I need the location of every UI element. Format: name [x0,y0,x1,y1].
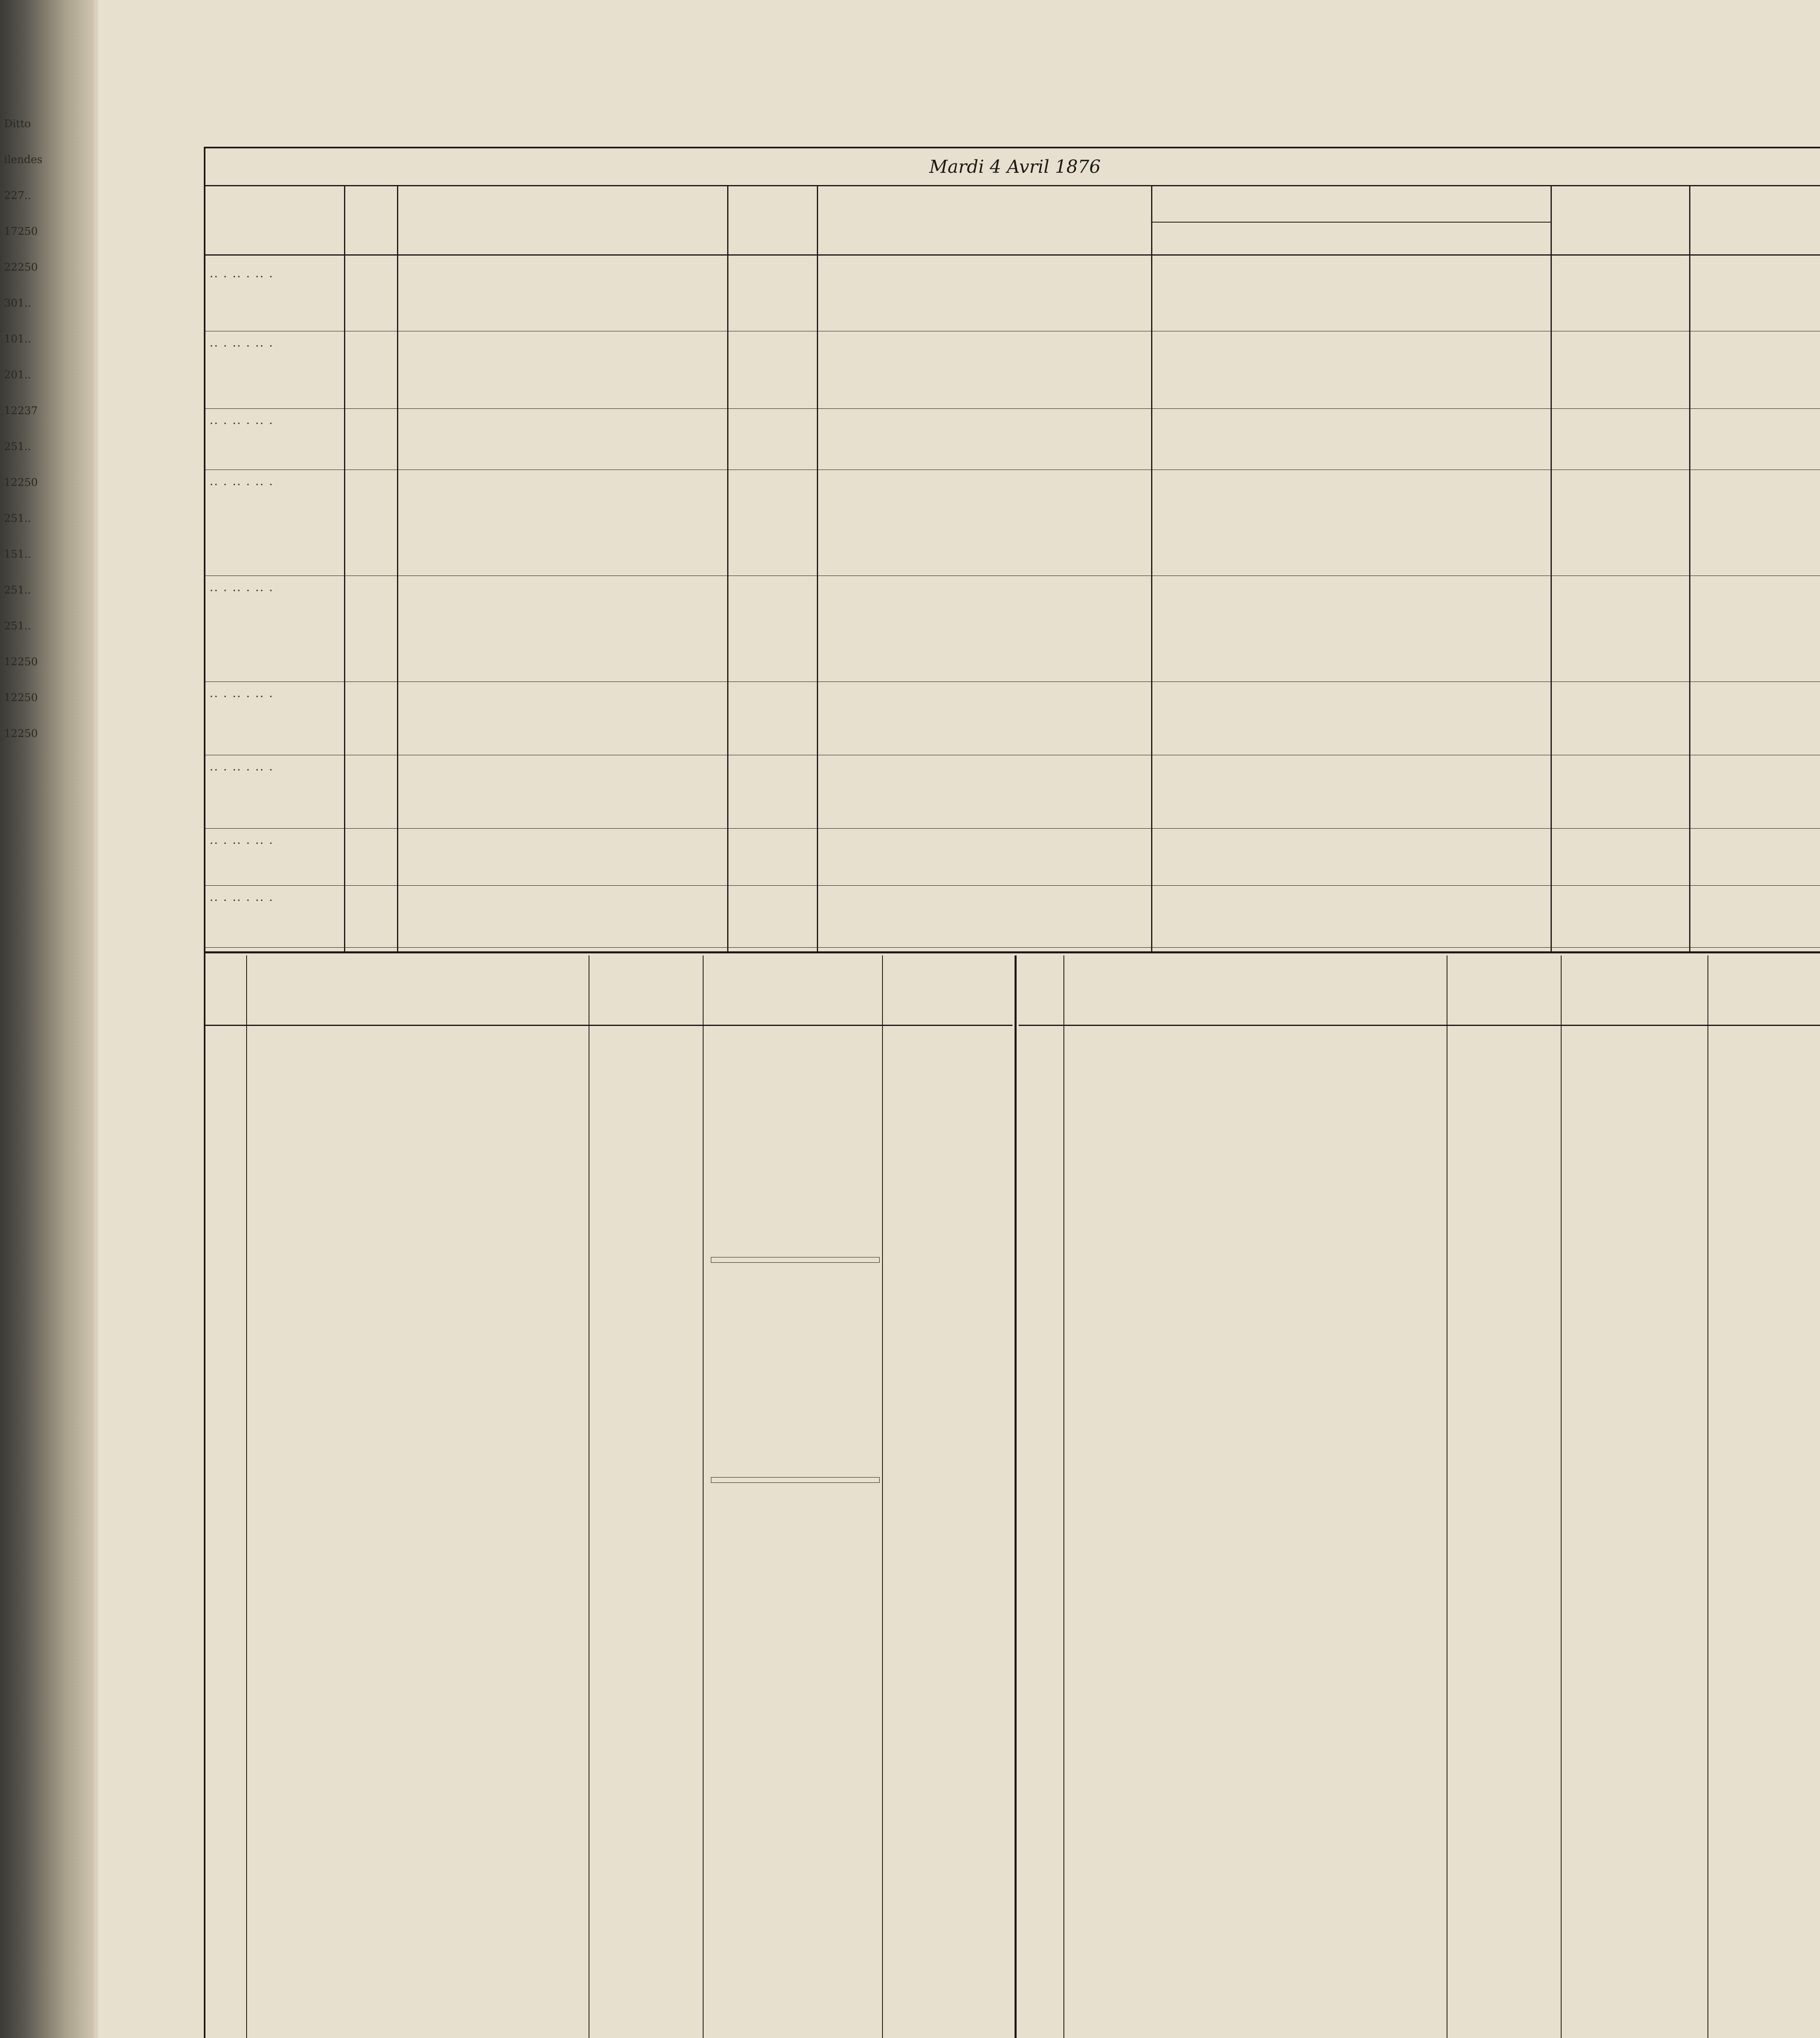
row-separator [205,828,1820,829]
prime-note [711,1257,880,1263]
margin-value: 101.. [4,333,31,345]
col-rule [246,955,247,2038]
margin-value: 251.. [4,512,31,525]
col-rule [1063,955,1064,2038]
margin-value: 201.. [4,369,31,381]
margin-value: 12250 [4,656,38,668]
report-dots: .. . .. . .. . [210,833,274,847]
margin-value: 151.. [4,548,31,560]
col-rule [727,185,728,951]
margin-value: 12250 [4,728,38,740]
margin-value: 17250 [4,225,38,238]
top-rule [205,185,1820,186]
margin-value: 251.. [4,620,31,632]
col-rule [1707,955,1708,2038]
top-section-bottom [205,951,1820,953]
sub-header-bottom [1019,1025,1820,1026]
report-dots: .. . .. . .. . [210,890,274,904]
margin-value: Ditto [4,118,31,130]
col-rule [817,185,818,951]
col-rule [1689,185,1690,951]
row-separator [205,947,1820,948]
header-bottom-rule [205,254,1820,256]
report-dots: .. . .. . .. . [210,580,274,594]
report-dots: .. . .. . .. . [210,335,274,349]
report-dots: .. . .. . .. . [210,413,274,427]
center-divider [1015,955,1017,2038]
margin-value: 251.. [4,441,31,453]
main-frame [204,147,1820,2038]
report-dots: .. . .. . .. . [210,686,274,700]
margin-value: 22250 [4,261,38,273]
margin-value: ilendes [4,154,43,166]
report-dots: .. . .. . .. . [210,474,274,488]
margin-value: 227.. [4,190,31,202]
row-separator [205,408,1820,409]
col-rule [1551,185,1552,951]
margin-value: 12250 [4,692,38,704]
terme-sub-rule [1151,222,1551,223]
col-rule [397,185,398,951]
margin-value: 12237 [4,405,38,417]
col-rule [344,185,345,951]
margin-value: 12250 [4,476,38,489]
date-heading: Mardi 4 Avril 1876 [929,157,1101,177]
margin-value: 251.. [4,584,31,596]
sub-header-bottom [205,1025,1013,1026]
row-separator [205,885,1820,886]
col-rule [882,955,883,2038]
left-margin-strip [0,106,65,921]
col-rule [1151,185,1152,951]
col-rule [703,955,704,2038]
prime-note [711,1477,880,1483]
col-rule [1561,955,1562,2038]
report-dots: .. . .. . .. . [210,759,274,773]
margin-value: 301.. [4,297,31,309]
report-dots: .. . .. . .. . [210,266,274,280]
newspaper-page [98,0,1820,2038]
